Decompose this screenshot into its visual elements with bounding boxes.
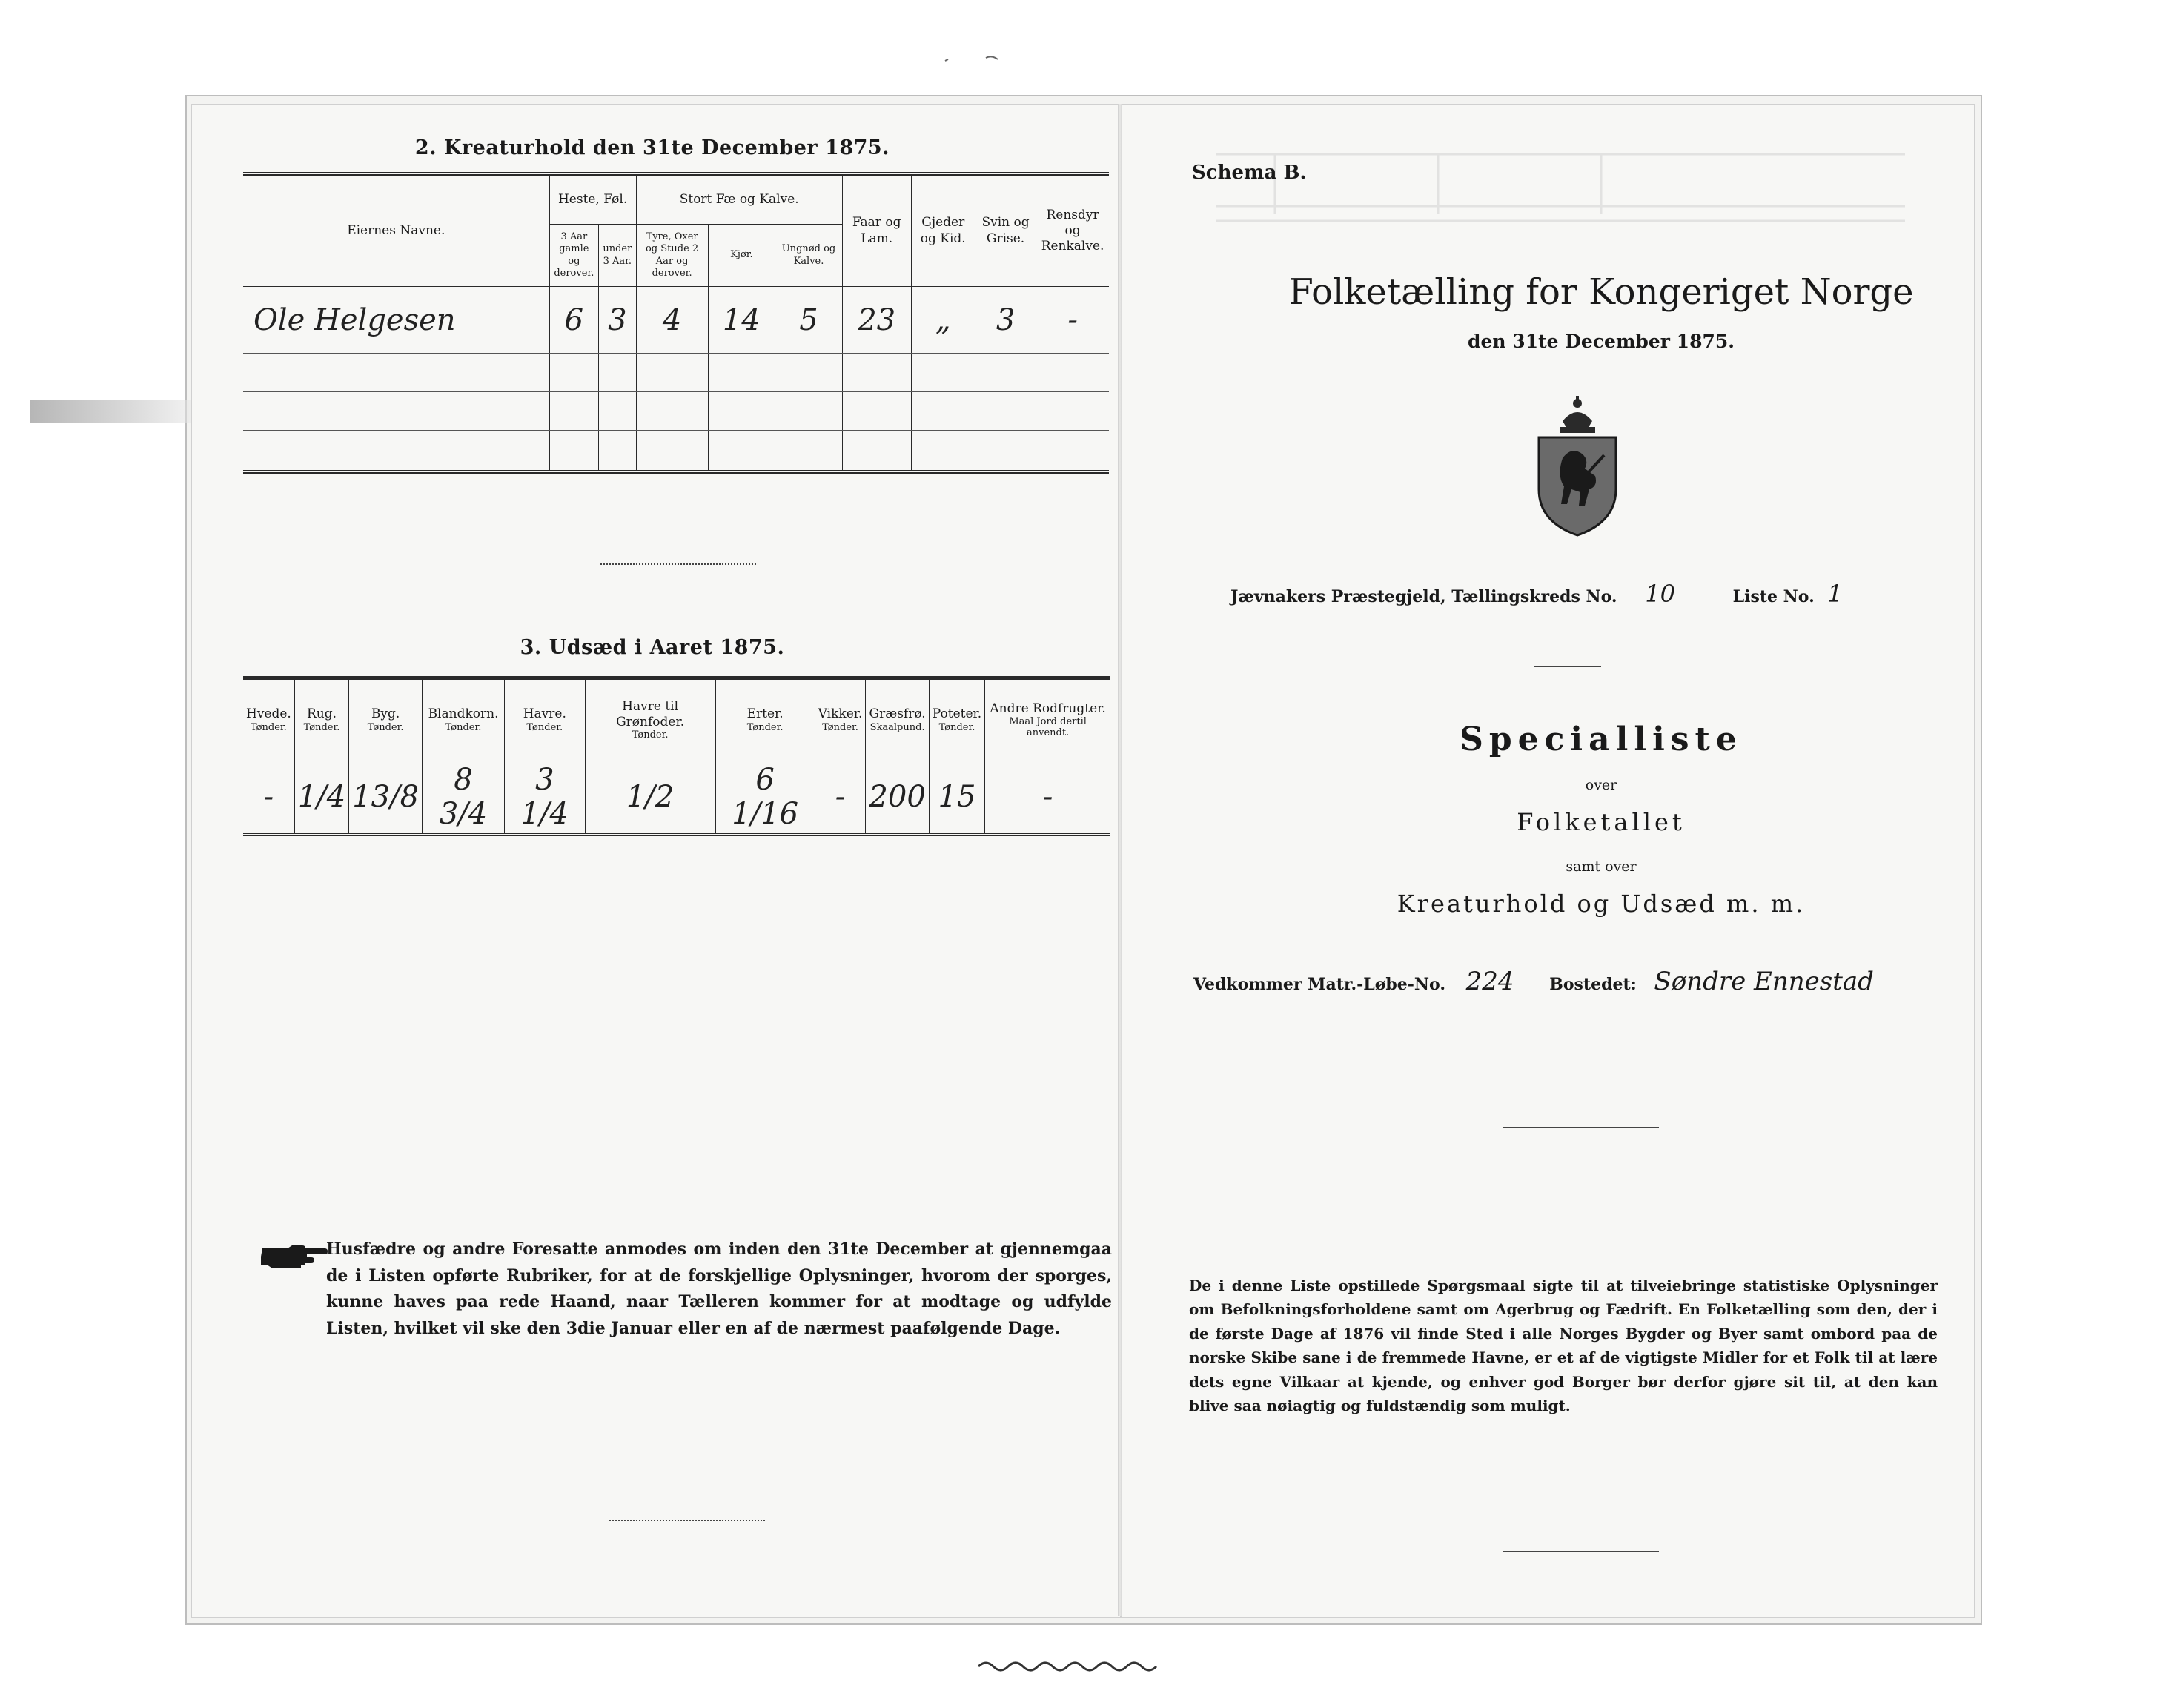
rodfrugter-cell: - [985, 761, 1110, 835]
heste-3plus-header: 3 Aar gamle og derover. [549, 225, 598, 287]
poteter-header: Poteter. Tønder. [929, 678, 984, 761]
samt-over-text: samt over [1566, 858, 1637, 875]
separator-rule [609, 1520, 765, 1521]
heste-u3-header: under 3 Aar. [599, 225, 637, 287]
owner-cell: Ole Helgesen [243, 287, 549, 354]
handwritten-scribble [978, 1653, 1245, 1675]
separator-rule [600, 563, 756, 565]
ungnod-header: Ungnød og Kalve. [775, 225, 843, 287]
kreaturhold-heading: Kreaturhold og Udsæd m. m. [1397, 890, 1806, 918]
heste-3plus-cell: 6 [549, 287, 598, 354]
erter-cell: 6 1/16 [715, 761, 815, 835]
poteter-cell: 15 [929, 761, 984, 835]
erter-header: Erter. Tønder. [715, 678, 815, 761]
seed-values-row [243, 761, 1110, 835]
separator-rule [1503, 1551, 1659, 1552]
owner-header: Eiernes Navne. [243, 174, 549, 287]
vikker-header: Vikker. Tønder. [815, 678, 866, 761]
liste-number: 1 [1827, 580, 1843, 608]
faar-cell: 23 [842, 287, 911, 354]
table-row [243, 431, 1109, 472]
kjor-header: Kjør. [708, 225, 775, 287]
bleed-through-marks [1216, 125, 1905, 406]
byg-header: Byg. Tønder. [349, 678, 423, 761]
gjeder-header: Gjeder og Kid. [911, 174, 975, 287]
rensdyr-header: Rensdyr og Renkalve. [1036, 174, 1109, 287]
matrikkel-line [1193, 967, 1874, 996]
rug-cell: 1/4 [294, 761, 348, 835]
kreds-number: 10 [1645, 580, 1675, 608]
table-row [243, 287, 1109, 354]
parish-line [1230, 580, 1843, 608]
seed-header-row [243, 678, 1110, 761]
bosted-label: Bostedet: [1549, 975, 1637, 994]
graesfro-header: Græsfrø. Skaalpund. [866, 678, 929, 761]
svin-header: Svin og Grise. [975, 174, 1036, 287]
norway-coat-of-arms-icon [1533, 393, 1622, 538]
havre-cell: 3 1/4 [505, 761, 586, 835]
matr-label: Vedkommer Matr.-Løbe-No. [1193, 975, 1445, 994]
vikker-cell: - [815, 761, 866, 835]
top-marks [941, 52, 1030, 67]
schema-label: Schema B. [1192, 162, 1307, 184]
svin-cell: 3 [975, 287, 1036, 354]
byg-cell: 13/8 [349, 761, 423, 835]
tyre-cell: 4 [636, 287, 708, 354]
tyre-header: Tyre, Oxer og Stude 2 Aar og derover. [636, 225, 708, 287]
ungnod-cell: 5 [775, 287, 843, 354]
census-date: den 31te December 1875. [1468, 331, 1735, 352]
kjor-cell: 14 [708, 287, 775, 354]
specialliste-heading: Specialliste [1460, 721, 1743, 758]
rodfrugter-header: Andre Rodfrugter. Maal Jord dertil anvendt. [985, 678, 1110, 761]
heste-u3-cell: 3 [599, 287, 637, 354]
separator-rule [1503, 1127, 1659, 1128]
havre-header: Havre. Tønder. [505, 678, 586, 761]
hvede-header: Hvede. Tønder. [243, 678, 294, 761]
separator-rule [1534, 666, 1601, 667]
blandkorn-cell: 8 3/4 [423, 761, 505, 835]
census-title: Folketælling for Kongeriget Norge [1288, 271, 1914, 313]
havre-gronfoder-cell: 1/2 [585, 761, 715, 835]
household-notice: Husfædre og andre Foresatte anmodes om inden den 31te December at gjennemgaa de i Listen opførte Rubriker, for at de forskjellige Oplysninger, hvorom der sporges, kunne haves paa rede Haand, naar Tælleren kommer for at modtage og udfylde Listen, hvilket vil ske den 3die Januar eller en af de nærmest paafølgende Dage. [326, 1239, 1112, 1338]
over-text: over [1585, 777, 1617, 793]
page-fold [1118, 104, 1122, 1616]
heste-group-header: Heste, Føl. [549, 174, 636, 225]
liste-label: Liste No. [1732, 587, 1815, 606]
matr-number: 224 [1465, 967, 1514, 996]
pointing-hand-icon [261, 1242, 328, 1269]
blandkorn-header: Blandkorn. Tønder. [423, 678, 505, 761]
hvede-cell: - [243, 761, 294, 835]
faar-header: Faar og Lam. [842, 174, 911, 287]
table-row [243, 354, 1109, 392]
graesfro-cell: 200 [866, 761, 929, 835]
livestock-section-title: 2. Kreaturhold den 31te December 1875. [414, 136, 890, 159]
census-purpose-paragraph: De i denne Liste opstillede Spørgsmaal sigte til at tilveiebringe statistiske Oplysninger om Befolkningsforholdene samt om Agerbrug og Fædrift. En Folketælling som den, der i de første Dage af 1876 vil finde Sted i alle Norges Bygder og Byer samt ombord paa de norske Skibe sane i de fremmede Havne, er et af de vigtigste Midler for et Folk til at lære dets egne Vilkaar at kjende, og enhver god Borger bør derfor gjøre sit til, at den kan blive saa nøiagtig og fuldstændig som muligt. [1189, 1277, 1938, 1414]
havre-gronfoder-header: Havre til Grønfoder. Tønder. [585, 678, 715, 761]
parish-label: Jævnakers Præstegjeld, Tællingskreds No. [1230, 587, 1617, 606]
livestock-table [243, 172, 1109, 474]
stort-fae-group-header: Stort Fæ og Kalve. [636, 174, 842, 225]
gjeder-cell: „ [911, 287, 975, 354]
rug-header: Rug. Tønder. [294, 678, 348, 761]
folketallet-heading: Folketallet [1517, 808, 1686, 836]
table-row [243, 392, 1109, 431]
scan-artifact [30, 400, 200, 423]
seed-section-title: 3. Udsæd i Aaret 1875. [520, 636, 785, 659]
bosted-value: Søndre Ennestad [1654, 967, 1874, 996]
seed-table [243, 676, 1110, 836]
rensdyr-cell: - [1036, 287, 1109, 354]
